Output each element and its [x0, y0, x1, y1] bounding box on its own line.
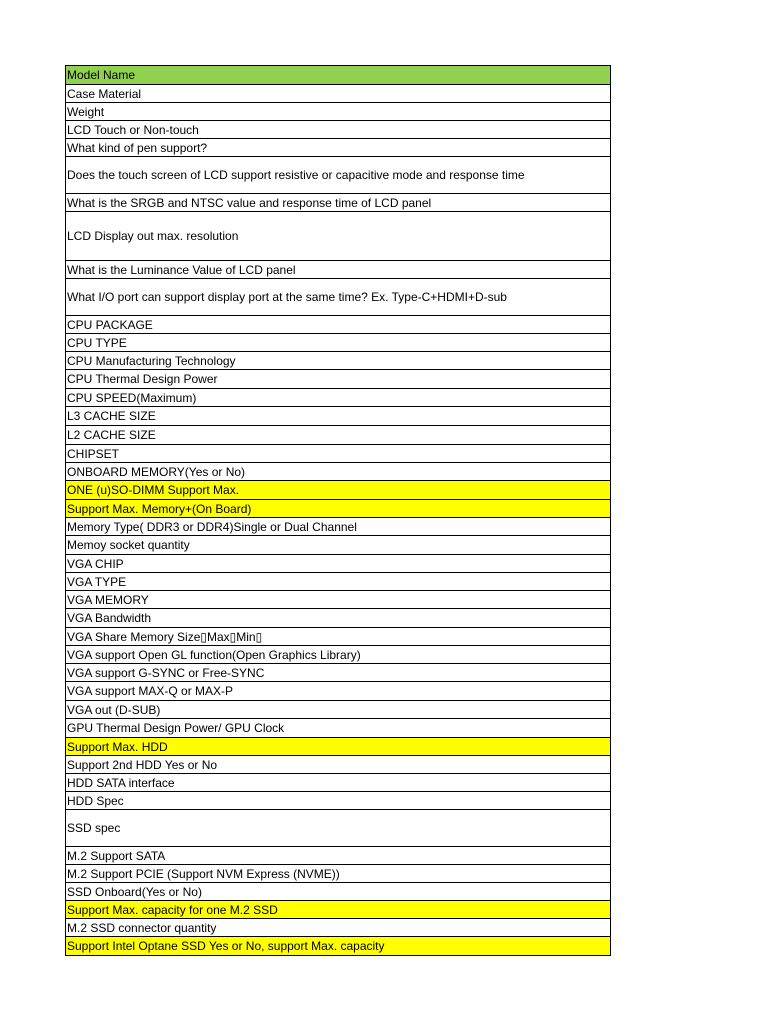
- table-row: [66, 121, 611, 139]
- table-row: [66, 445, 611, 463]
- table-row: [66, 609, 611, 628]
- row-label-cell[interactable]: VGA MEMORY: [66, 591, 611, 609]
- row-label-cell[interactable]: CPU PACKAGE: [66, 316, 611, 334]
- row-label-cell[interactable]: Case Material: [66, 85, 611, 103]
- table-row: [66, 901, 611, 919]
- table-row: [66, 389, 611, 407]
- table-row: [66, 756, 611, 774]
- table-row: [66, 810, 611, 847]
- row-label-cell[interactable]: Support Max. Memory+(On Board): [66, 500, 611, 518]
- table-row: [66, 139, 611, 157]
- row-label-cell[interactable]: VGA Bandwidth: [66, 609, 611, 628]
- spec-sheet-table: [65, 65, 611, 956]
- row-label-cell[interactable]: VGA TYPE: [66, 573, 611, 591]
- row-label-cell[interactable]: Support Intel Optane SSD Yes or No, support Max. capacity: [66, 937, 611, 956]
- row-label-cell[interactable]: M.2 Support SATA: [66, 847, 611, 865]
- table-row: [66, 573, 611, 591]
- table-row: [66, 518, 611, 536]
- row-label-cell[interactable]: Memory Type( DDR3 or DDR4)Single or Dual Channel: [66, 518, 611, 536]
- row-label-cell[interactable]: CPU Manufacturing Technology: [66, 352, 611, 370]
- row-label-cell[interactable]: What kind of pen support?: [66, 139, 611, 157]
- row-label-cell[interactable]: SSD spec: [66, 810, 611, 847]
- row-label-cell[interactable]: GPU Thermal Design Power/ GPU Clock: [66, 719, 611, 738]
- table-row: [66, 883, 611, 901]
- table-row: [66, 628, 611, 646]
- table-row: [66, 500, 611, 518]
- row-label-cell[interactable]: Weight: [66, 103, 611, 121]
- table-row: [66, 157, 611, 194]
- table-row: [66, 919, 611, 937]
- table-row: [66, 194, 611, 212]
- table-row: [66, 865, 611, 883]
- table-row: [66, 426, 611, 445]
- row-label-cell[interactable]: M.2 SSD connector quantity: [66, 919, 611, 937]
- table-row: [66, 279, 611, 316]
- row-label-cell[interactable]: What is the Luminance Value of LCD panel: [66, 261, 611, 279]
- table-row: [66, 463, 611, 481]
- table-row: [66, 774, 611, 792]
- row-label-cell[interactable]: What I/O port can support display port at the same time? Ex. Type-C+HDMI+D-sub: [66, 279, 611, 316]
- table-row: [66, 212, 611, 261]
- table-row: [66, 352, 611, 370]
- table-row: [66, 555, 611, 573]
- table-row: [66, 103, 611, 121]
- row-label-cell[interactable]: CHIPSET: [66, 445, 611, 463]
- table-row: [66, 664, 611, 682]
- row-label-cell[interactable]: ONBOARD MEMORY(Yes or No): [66, 463, 611, 481]
- row-label-cell[interactable]: LCD Touch or Non-touch: [66, 121, 611, 139]
- row-label-cell[interactable]: VGA Share Memory Size▯Max▯Min▯: [66, 628, 611, 646]
- table-row: [66, 738, 611, 756]
- row-label-cell[interactable]: ONE (u)SO-DIMM Support Max.: [66, 481, 611, 500]
- table-row: [66, 646, 611, 664]
- row-label-cell[interactable]: Support 2nd HDD Yes or No: [66, 756, 611, 774]
- row-label-cell[interactable]: VGA out (D-SUB): [66, 701, 611, 719]
- row-label-cell[interactable]: VGA support MAX-Q or MAX-P: [66, 682, 611, 701]
- row-label-cell[interactable]: LCD Display out max. resolution: [66, 212, 611, 261]
- table-row: [66, 719, 611, 738]
- table-row: [66, 937, 611, 956]
- row-label-cell[interactable]: Model Name: [66, 66, 611, 85]
- row-label-cell[interactable]: HDD SATA interface: [66, 774, 611, 792]
- table-row: [66, 481, 611, 500]
- table-row: [66, 261, 611, 279]
- table-row: [66, 847, 611, 865]
- table-row: [66, 591, 611, 609]
- table-row: [66, 370, 611, 389]
- row-label-cell[interactable]: CPU Thermal Design Power: [66, 370, 611, 389]
- row-label-cell[interactable]: Support Max. capacity for one M.2 SSD: [66, 901, 611, 919]
- table-row: [66, 66, 611, 85]
- row-label-cell[interactable]: SSD Onboard(Yes or No): [66, 883, 611, 901]
- row-label-cell[interactable]: VGA support Open GL function(Open Graphics Library): [66, 646, 611, 664]
- table-row: [66, 85, 611, 103]
- row-label-cell[interactable]: Support Max. HDD: [66, 738, 611, 756]
- row-label-cell[interactable]: HDD Spec: [66, 792, 611, 810]
- table-row: [66, 407, 611, 426]
- row-label-cell[interactable]: What is the SRGB and NTSC value and response time of LCD panel: [66, 194, 611, 212]
- row-label-cell[interactable]: M.2 Support PCIE (Support NVM Express (NVME)): [66, 865, 611, 883]
- table-row: [66, 682, 611, 701]
- row-label-cell[interactable]: CPU SPEED(Maximum): [66, 389, 611, 407]
- row-label-cell[interactable]: VGA support G-SYNC or Free-SYNC: [66, 664, 611, 682]
- row-label-cell[interactable]: VGA CHIP: [66, 555, 611, 573]
- row-label-cell[interactable]: L3 CACHE SIZE: [66, 407, 611, 426]
- row-label-cell[interactable]: CPU TYPE: [66, 334, 611, 352]
- row-label-cell[interactable]: Memoy socket quantity: [66, 536, 611, 555]
- row-label-cell[interactable]: L2 CACHE SIZE: [66, 426, 611, 445]
- table-row: [66, 792, 611, 810]
- table-row: [66, 701, 611, 719]
- spec-sheet-body: [66, 66, 611, 956]
- table-row: [66, 334, 611, 352]
- table-row: [66, 316, 611, 334]
- table-row: [66, 536, 611, 555]
- row-label-cell[interactable]: Does the touch screen of LCD support resistive or capacitive mode and response time: [66, 157, 611, 194]
